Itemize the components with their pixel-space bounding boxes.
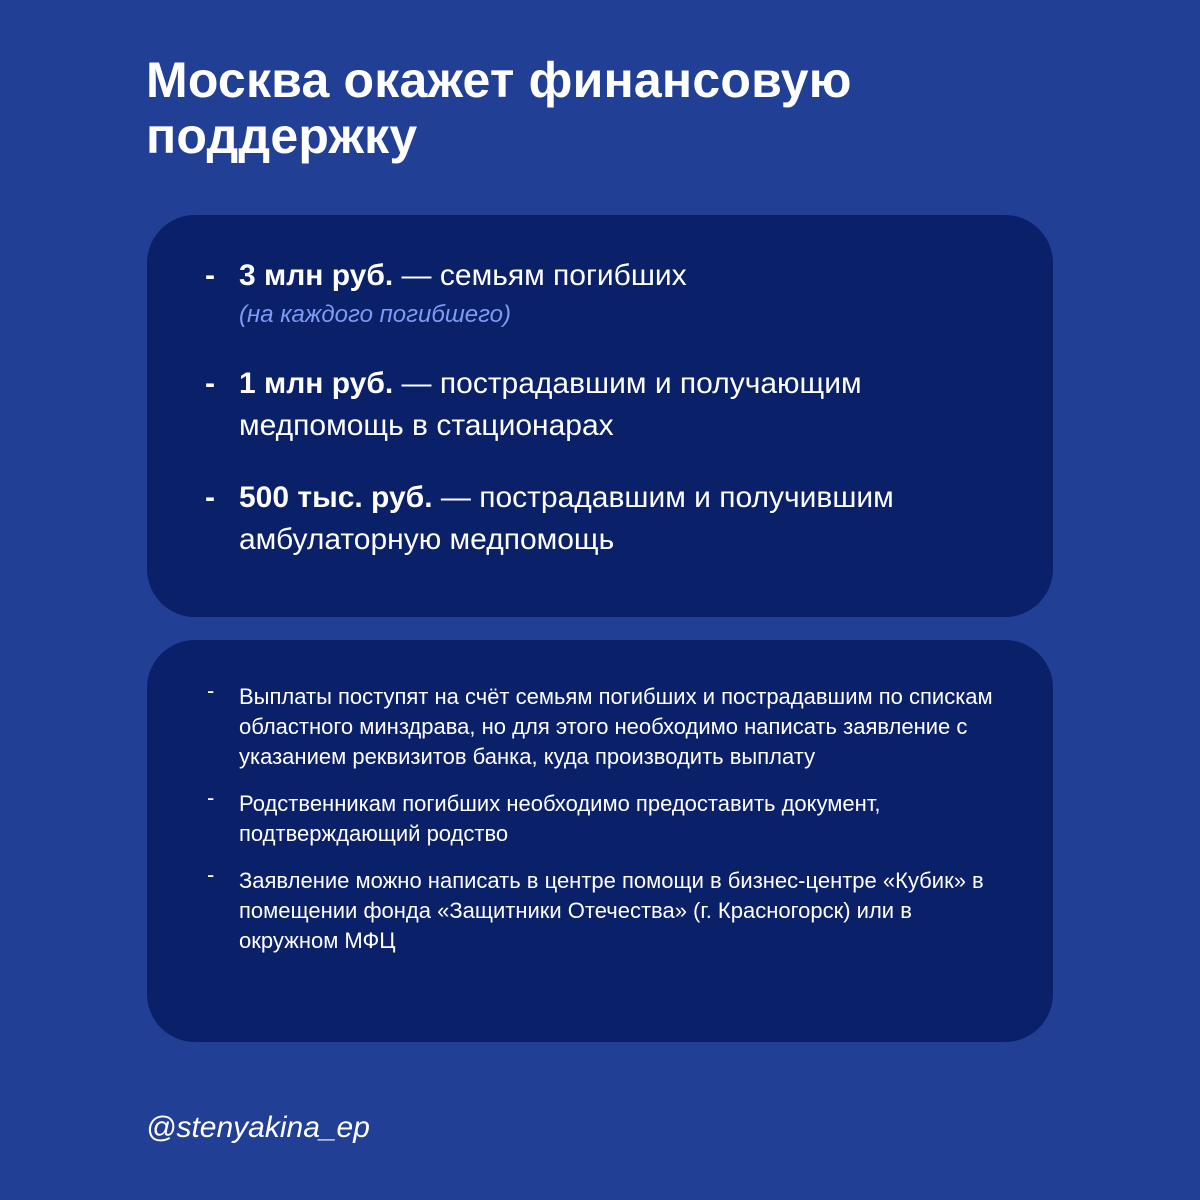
bullet-dash: - [207,678,215,703]
payment-description: — семьям погибших [393,259,687,292]
payment-description: — пострадавшим и получившим амбулаторную медпомощь [239,481,894,556]
payment-description: — пострадавшим и получающим медпомощь в стационарах [239,367,862,442]
detail-item [147,862,1053,956]
details-list [147,678,1053,973]
payment-amount: 1 млн руб. [239,367,394,400]
payments-list [147,255,1053,591]
details-card [147,640,1053,1042]
payment-note: (на каждого погибшего) [239,301,512,328]
bullet-dash: - [207,862,215,887]
bullet-dash: - [207,785,215,810]
payment-item [147,255,1053,333]
payment-amount: 500 тыс. руб. [239,481,433,514]
page-title: Москва окажет финансовую поддержку [146,52,852,164]
payments-card [147,215,1053,617]
payment-amount: 3 млн руб. [239,259,394,292]
bullet-dash: - [205,367,215,400]
author-handle: @stenyakina_ep [146,1111,370,1144]
payment-item [147,477,1053,561]
bullet-dash: - [205,259,215,292]
detail-text: Родственникам погибших необходимо предоставить документ, подтверждающий родство [239,791,881,846]
detail-item [147,785,1053,849]
bullet-dash: - [205,481,215,514]
detail-item [147,678,1053,772]
payment-item [147,363,1053,447]
detail-text: Выплаты поступят на счёт семьям погибших и пострадавшим по спискам областного минздрава, но для этого необходимо написать заявление с указанием реквизитов банка, куда производить выплату [239,684,993,769]
detail-text: Заявление можно написать в центре помощи в бизнес-центре «Кубик» в помещении фонда «Защитники Отечества» (г. Красногорск) или в окружном МФЦ [239,868,984,953]
